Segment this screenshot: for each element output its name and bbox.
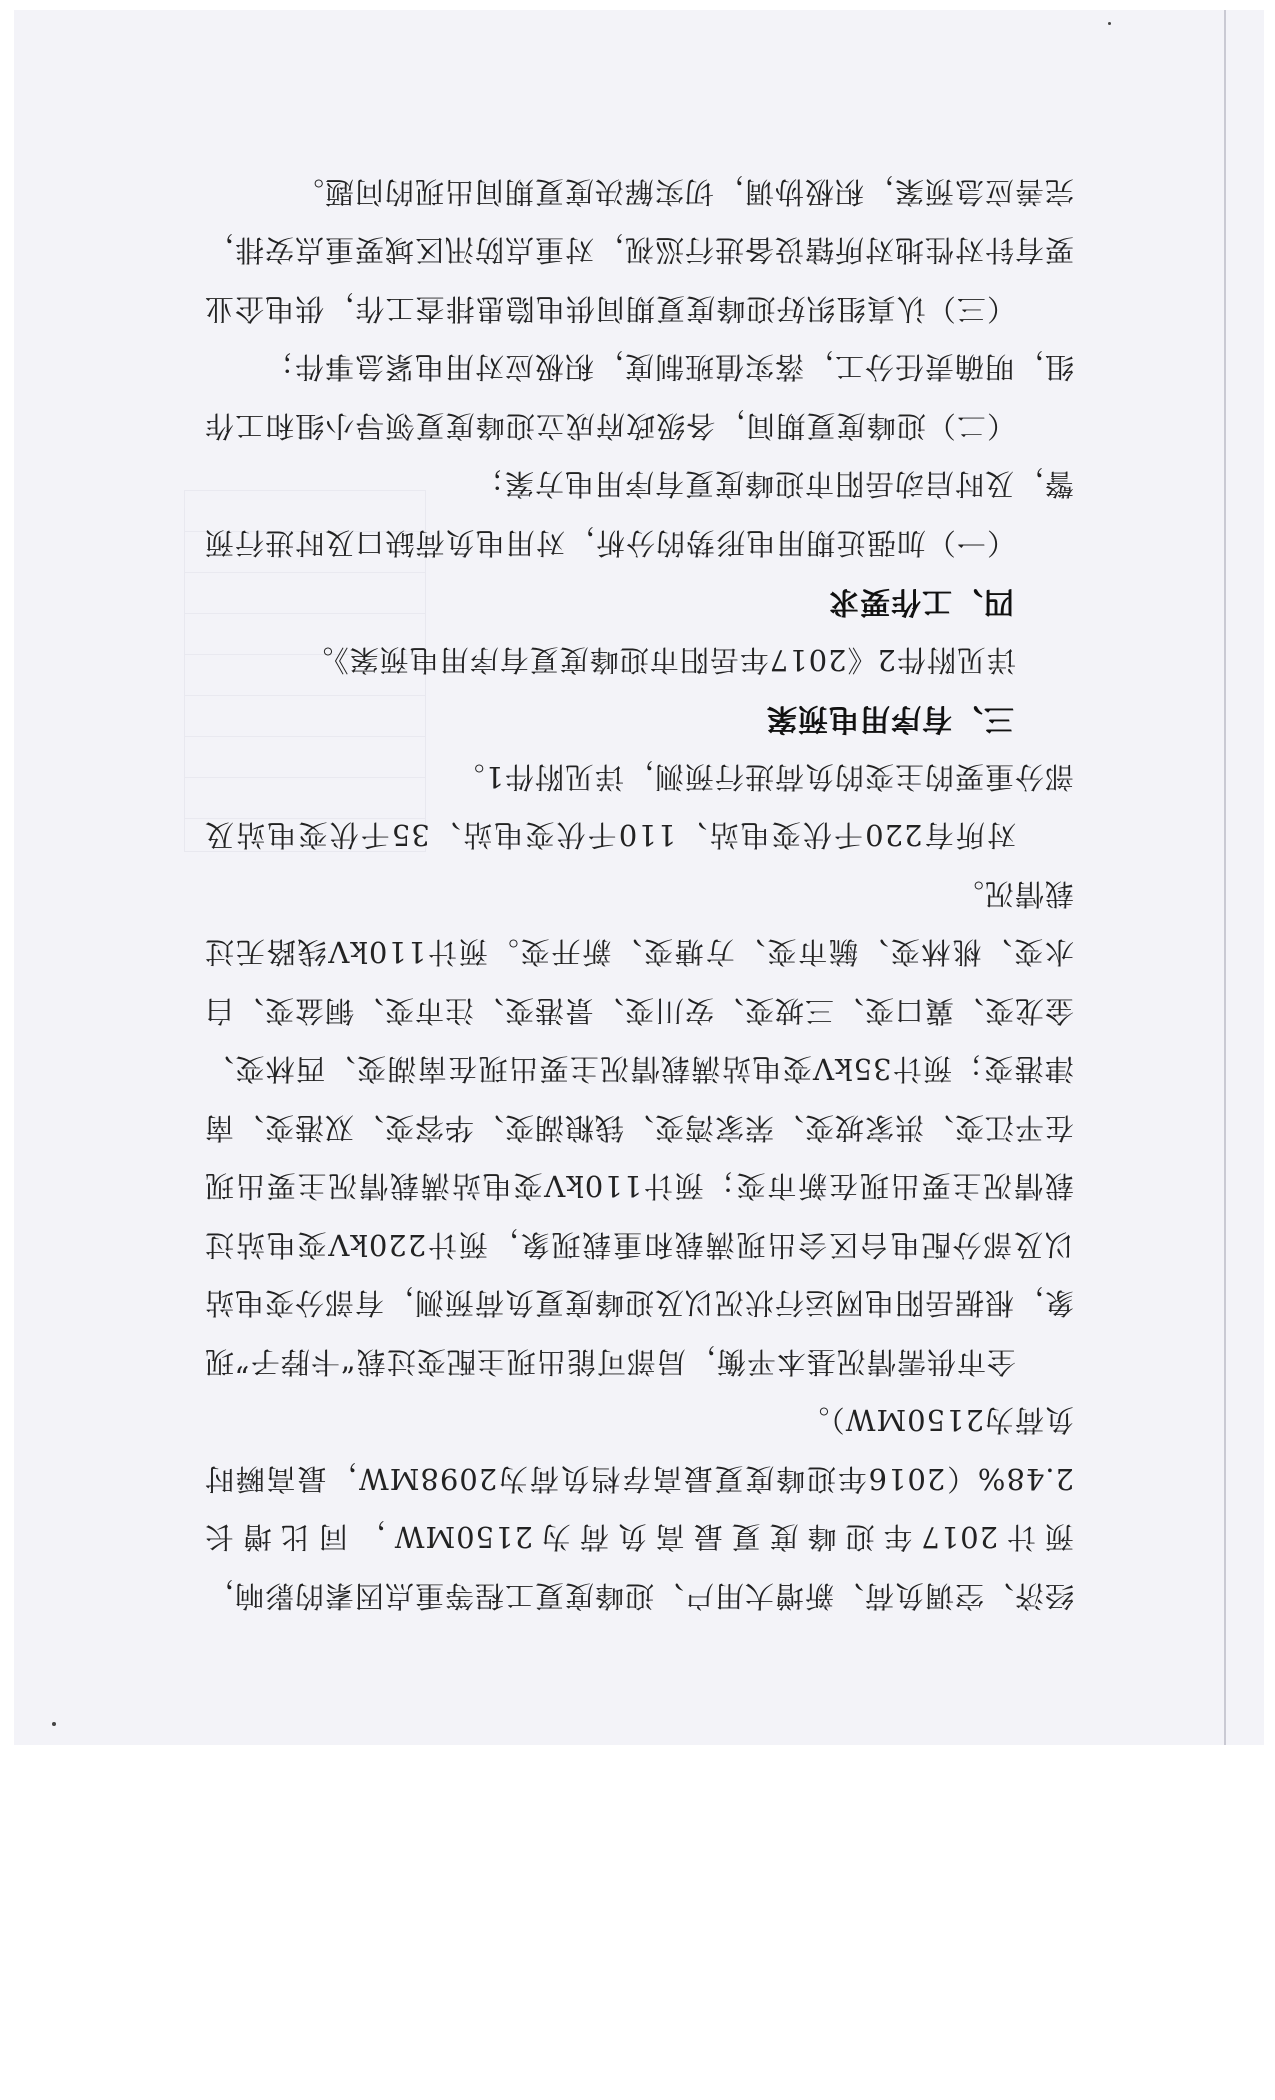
paragraph-forecast: 经济、空调负荷、新增大用户、迎峰度夏工程等重点因素的影响，预计2017年迎峰度夏最高负荷为2150MW，同比增长2.48%（2016年迎峰度夏最高存档负荷为2098MW，最高瞬时负荷为2150MW）。 [203,1403,1074,1613]
paragraph-see-attachment-2: 详见附件2《2017年岳阳市迎峰度夏有序用电预案》。 [303,643,1016,677]
scanned-page [14,10,1264,1745]
requirement-2: （二）迎峰度夏期间，各级政府成立迎峰度夏领导小组和工作组，明确责任分工，落实值班制度，积极应对用电紧急事件； [204,350,1074,443]
section-heading-orderly-power-plan: 三、有序用电预案 [766,701,1014,737]
paragraph-supply-demand: 全市供需情况基本平衡，局部可能出现主配变过载“卡脖子”现象，根据岳阳电网运行状况以及迎峰度夏负荷预测，有部分变电站以及部分配电台区会出现满载和重载现象，预计220kV变电站过载情况主要出现在新市变；预计110kV变电站满载情况主要出现在平江变、洪家坡变、荣家湾变、钱粮湖变、华容变、双港变、南津港变；预计35kV变电站满载情况主要出现在南湖变、西林变、金龙变、冀口变、三坡变、安川变、景港变、注市变、铜盆变、白水变、桃林变、毓市变、方塘变、新开变。预计110kV线路无过载情况。 [203,877,1074,1379]
paragraph-substation-forecast: 对所有220千伏变电站、110千伏变电站、35千伏变电站及部分重要的主变的负荷进行预测，详见附件1。 [204,760,1074,853]
page-fold-line [1224,10,1226,1745]
scan-speck [1108,22,1111,25]
section-heading-work-requirements: 四、工作要求 [828,584,1014,620]
requirement-3: （三）认真组织好迎峰度夏期间供电隐患排查工作，供电企业要有针对性地对所辖设备进行巡视，对重点防汛区域要重点安排，完善应急预案，积极协调，切实解决度夏期间出现的问题。 [203,175,1074,326]
requirement-1: （一）加强近期用电形势的分析，对用电负荷缺口及时进行预警，及时启动岳阳市迎峰度夏有序用电方案； [204,467,1074,560]
document-body [203,175,1074,1625]
scan-speck [52,1722,56,1726]
